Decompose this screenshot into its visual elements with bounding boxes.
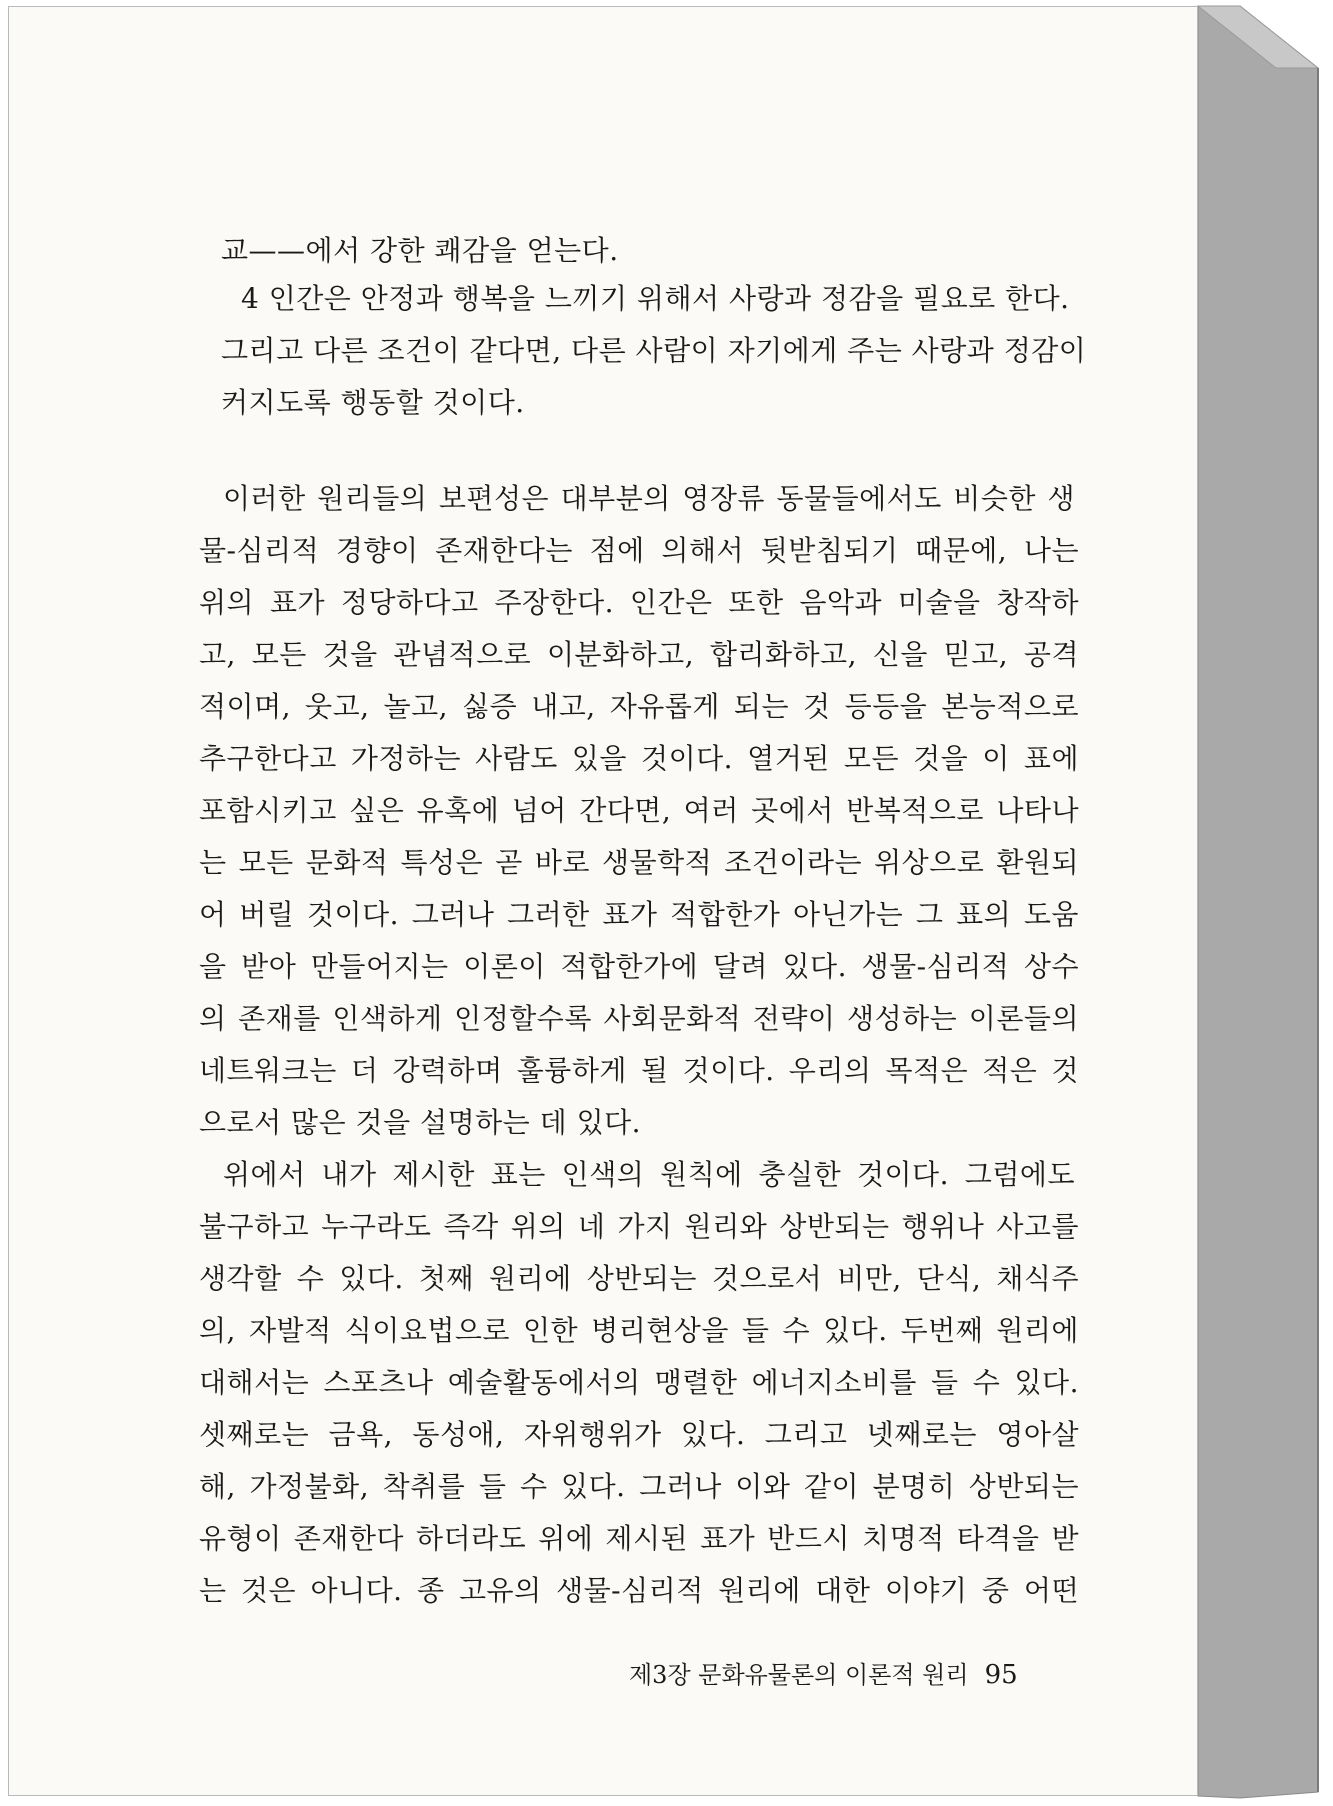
paragraph2-line: 셋째로는 금욕, 동성애, 자위행위가 있다. 그리고 넷째로는 영아살 (199, 1418, 1079, 1451)
paragraph1-line: 는 모든 문화적 특성은 곧 바로 생물학적 조건이라는 위상으로 환원되 (199, 846, 1079, 879)
paragraph2-line: 유형이 존재한다 하더라도 위에 제시된 표가 반드시 치명적 타격을 받 (199, 1522, 1079, 1555)
book-page (8, 6, 1198, 1796)
paragraph2-line: 생각할 수 있다. 첫째 원리에 상반되는 것으로서 비만, 단식, 채식주 (199, 1262, 1079, 1295)
paragraph1-line: 물-심리적 경향이 존재한다는 점에 의해서 뒷받침되기 때문에, 나는 (199, 534, 1079, 567)
page-number: 95 (984, 1660, 1018, 1690)
paragraph1-line: 적이며, 웃고, 놀고, 싫증 내고, 자유롭게 되는 것 등등을 본능적으로 (199, 690, 1079, 723)
quote-line-2: 4 인간은 안정과 행복을 느끼기 위해서 사랑과 정감을 필요로 한다. (241, 282, 1070, 315)
quote-line-4: 커지도록 행동할 것이다. (221, 386, 525, 419)
paragraph2-line: 는 것은 아니다. 종 고유의 생물-심리적 원리에 대한 이야기 중 어떤 (199, 1574, 1079, 1607)
paragraph1-line: 네트워크는 더 강력하며 훌륭하게 될 것이다. 우리의 목적은 적은 것 (199, 1054, 1079, 1087)
paragraph2-line: 의, 자발적 식이요법으로 인한 병리현상을 들 수 있다. 두번째 원리에 (199, 1314, 1079, 1347)
paragraph1-line: 을 받아 만들어지는 이론이 적합한가에 달려 있다. 생물-심리적 상수 (199, 950, 1079, 983)
chapter-title: 제3장 문화유물론의 이론적 원리 (629, 1661, 969, 1689)
paragraph1-line: 추구한다고 가정하는 사람도 있을 것이다. 열거된 모든 것을 이 표에 (199, 742, 1079, 775)
quote-line-3: 그리고 다른 조건이 같다면, 다른 사람이 자기에게 주는 사랑과 정감이 (221, 334, 1087, 367)
paragraph2-line: 해, 가정불화, 착취를 들 수 있다. 그러나 이와 같이 분명히 상반되는 (199, 1470, 1079, 1503)
paragraph1-line: 포함시키고 싶은 유혹에 넘어 간다면, 여러 곳에서 반복적으로 나타나 (199, 794, 1079, 827)
paragraph1-line: 으로서 많은 것을 설명하는 데 있다. (199, 1106, 642, 1139)
paragraph1-line: 이러한 원리들의 보편성은 대부분의 영장류 동물들에서도 비슷한 생 (223, 482, 1075, 515)
paragraph2-line: 위에서 내가 제시한 표는 인색의 원칙에 충실한 것이다. 그럼에도 (223, 1158, 1075, 1191)
paragraph2-line: 대해서는 스포츠나 예술활동에서의 맹렬한 에너지소비를 들 수 있다. (199, 1366, 1079, 1399)
quote-line-1: 교——에서 강한 쾌감을 얻는다. (221, 234, 619, 267)
running-footer (629, 1655, 1018, 1690)
paragraph1-line: 의 존재를 인색하게 인정할수록 사회문화적 전략이 생성하는 이론들의 (199, 1002, 1079, 1035)
paragraph1-line: 위의 표가 정당하다고 주장한다. 인간은 또한 음악과 미술을 창작하 (199, 586, 1079, 619)
paragraph1-line: 어 버릴 것이다. 그러나 그러한 표가 적합한가 아닌가는 그 표의 도움 (199, 898, 1079, 931)
paragraph1-line: 고, 모든 것을 관념적으로 이분화하고, 합리화하고, 신을 믿고, 공격 (199, 638, 1079, 671)
paragraph2-line: 불구하고 누구라도 즉각 위의 네 가지 원리와 상반되는 행위나 사고를 (199, 1210, 1079, 1243)
page-text (9, 7, 1199, 1797)
